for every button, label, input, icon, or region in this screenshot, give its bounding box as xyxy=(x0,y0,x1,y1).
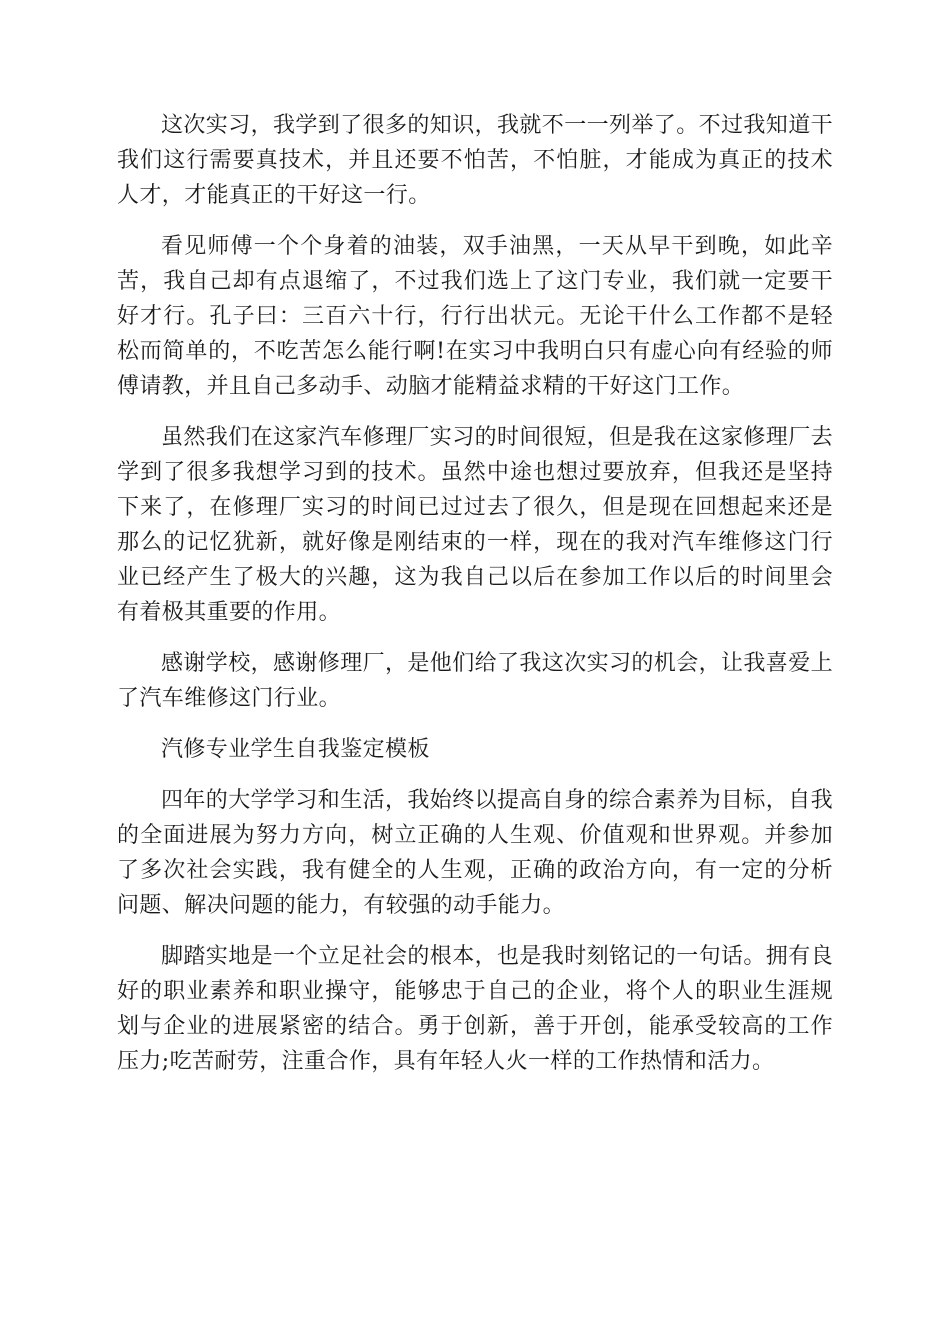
document-page xyxy=(117,108,833,1095)
paragraph-repair-shop-experience: 虽然我们在这家汽车修理厂实习的时间很短，但是我在这家修理厂去学到了很多我想学习到的技术。虽然中途也想过要放弃，但我还是坚持下来了，在修理厂实习的时间已过过去了很久，但是现在回想起来还是那么的记忆犹新，就好像是刚结束的一样，现在的我对汽车维修这门行业已经产生了极大的兴趣，这为我自己以后在参加工作以后的时间里会有着极其重要的作用。 xyxy=(117,425,834,625)
paragraph-professional-attitude: 脚踏实地是一个立足社会的根本，也是我时刻铭记的一句话。拥有良好的职业素养和职业操守，能够忠于自己的企业，将个人的职业生涯规划与企业的进展紧密的结合。勇于创新，善于开创，能承受较高的工作压力;吃苦耐劳，注重合作，具有年轻人火一样的工作热情和活力。 xyxy=(117,944,834,1074)
paragraph-mentor-observation: 看见师傅一个个身着的油装，双手油黑，一天从早干到晚，如此辛苦，我自己却有点退缩了，不过我们选上了这门专业，我们就一定要干好才行。孔子曰：三百六十行，行行出状元。无论干什么工作都不是轻松而简单的，不吃苦怎么能行啊!在实习中我明白只有虚心向有经验的师傅请教，并且自己多动手、动脑才能精益求精的干好这门工作。 xyxy=(117,234,833,399)
paragraph-university-life: 四年的大学学习和生活，我始终以提高自身的综合素养为目标，自我的全面进展为努力方向，树立正确的人生观、价值观和世界观。并参加了多次社会实践，我有健全的人生观，正确的政治方向，有一定的分析问题、解决问题的能力，有较强的动手能力。 xyxy=(117,788,834,918)
paragraph-internship-knowledge: 这次实习，我学到了很多的知识，我就不一一列举了。不过我知道干我们这行需要真技术，并且还要不怕苦，不怕脏，才能成为真正的技术人才，才能真正的干好这一行。 xyxy=(117,113,834,208)
section-title: 汽修专业学生自我鉴定模板 xyxy=(161,737,430,762)
paragraph-thanks: 感谢学校，感谢修理厂，是他们给了我这次实习的机会，让我喜爱上了汽车维修这门行业。 xyxy=(117,651,834,711)
